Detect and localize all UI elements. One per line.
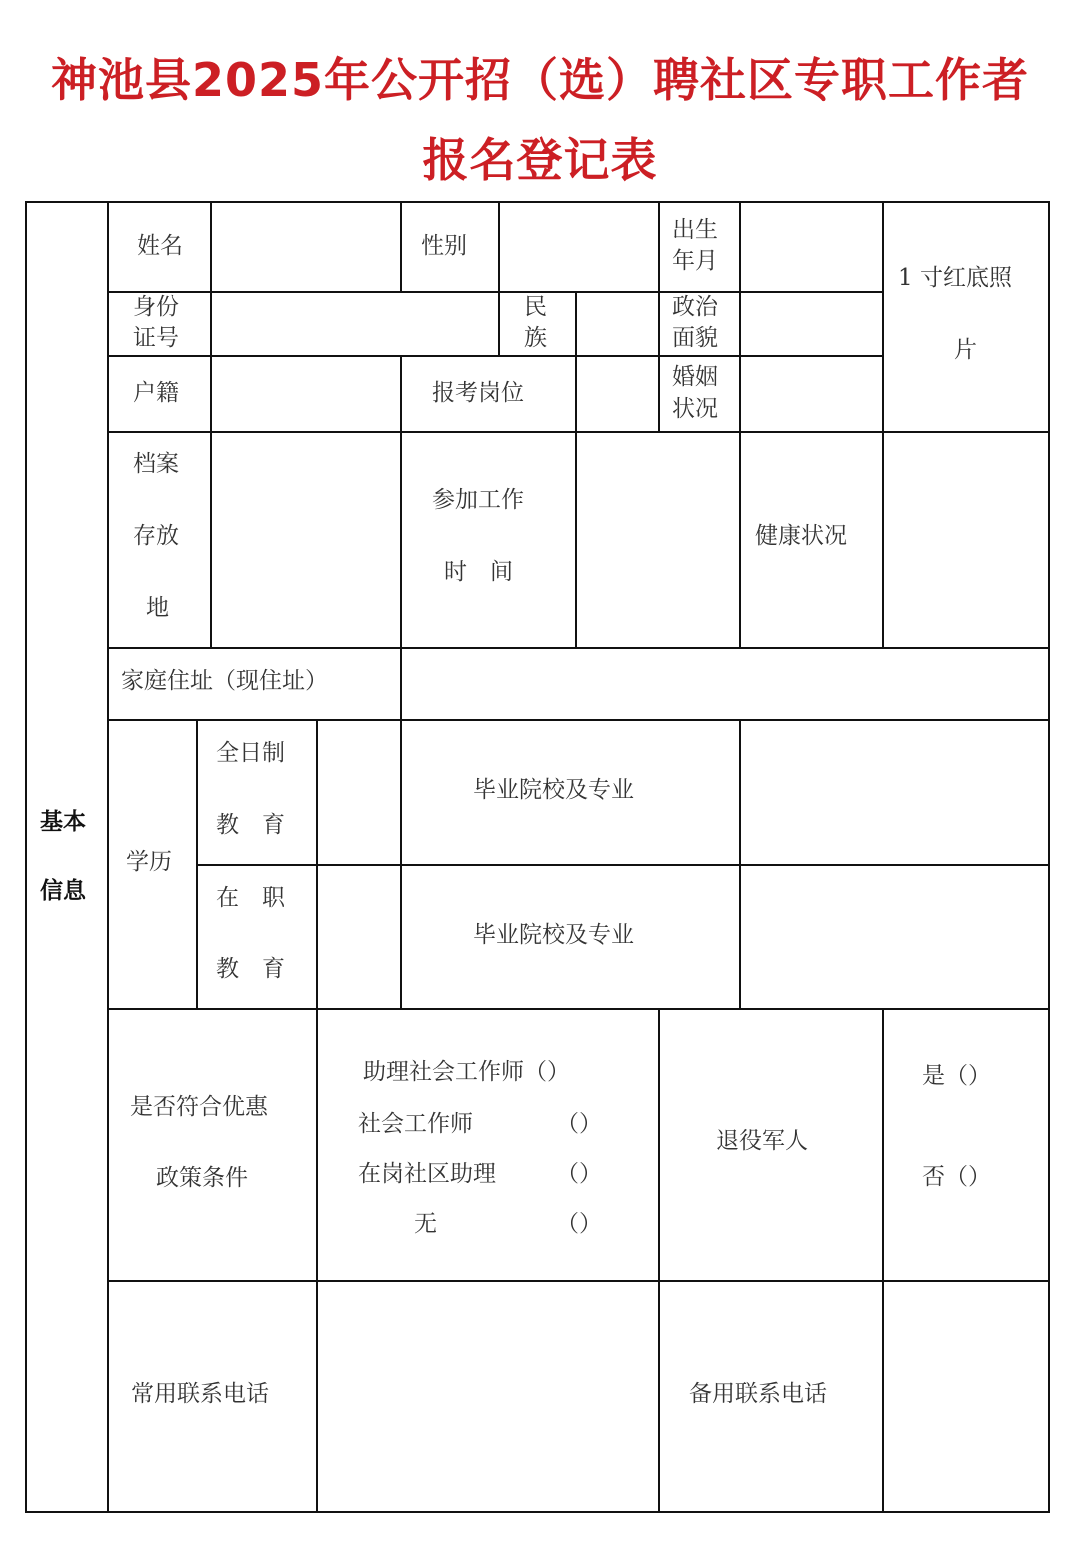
- input-address[interactable]: [402, 649, 1048, 719]
- input-backup-phone[interactable]: [884, 1282, 1048, 1511]
- label-ethnic-1: 民: [524, 294, 547, 320]
- label-archive-1: 档案: [133, 451, 179, 477]
- input-school-major-2[interactable]: [741, 866, 1048, 1008]
- label-birth-1: 出生: [672, 217, 718, 243]
- option-community-checkbox[interactable]: （）: [556, 1161, 602, 1187]
- photo-box[interactable]: [884, 203, 1048, 431]
- label-hukou: 户籍: [133, 380, 179, 406]
- label-fulltime-1: 全日制: [216, 740, 285, 766]
- input-marital[interactable]: [741, 357, 882, 431]
- label-marital-1: 婚姻: [672, 364, 718, 390]
- input-ethnic[interactable]: [577, 293, 658, 355]
- label-phone: 常用联系电话: [131, 1381, 269, 1407]
- input-birth[interactable]: [741, 203, 882, 291]
- label-id-2: 证号: [133, 325, 179, 351]
- option-assistant-social-worker[interactable]: 助理社会工作师（）: [363, 1059, 570, 1085]
- label-archive-2: 存放: [133, 523, 179, 549]
- input-id[interactable]: [212, 293, 498, 355]
- input-gender[interactable]: [500, 203, 658, 291]
- side-label-basic: 基本: [40, 809, 86, 835]
- label-work-2: 时 间: [444, 559, 513, 585]
- input-political[interactable]: [741, 293, 882, 355]
- label-health: 健康状况: [755, 523, 847, 549]
- side-label-info: 信息: [40, 878, 86, 904]
- label-school-major-1: 毕业院校及专业: [473, 777, 634, 803]
- label-marital-2: 状况: [672, 396, 718, 422]
- form-title: 神池县2025年公开招（选）聘社区专职工作者: [50, 53, 1030, 107]
- input-work-time[interactable]: [577, 433, 739, 647]
- input-school-major-1[interactable]: [741, 721, 1048, 864]
- option-none-checkbox[interactable]: （）: [556, 1211, 602, 1237]
- input-health[interactable]: [884, 433, 1048, 647]
- label-policy-1: 是否符合优惠: [130, 1094, 268, 1120]
- option-social-worker[interactable]: 社会工作师: [358, 1111, 473, 1137]
- label-gender: 性别: [421, 233, 467, 259]
- form-subtitle: 报名登记表: [422, 133, 658, 187]
- label-veteran: 退役军人: [716, 1128, 808, 1154]
- label-work-1: 参加工作: [432, 487, 524, 513]
- option-social-worker-checkbox[interactable]: （）: [556, 1111, 602, 1137]
- label-id-1: 身份: [133, 294, 179, 320]
- photo-label-2: 片: [954, 337, 977, 363]
- input-hukou[interactable]: [212, 357, 400, 431]
- label-inservice-2: 教 育: [216, 956, 285, 982]
- label-address: 家庭住址（现住址）: [121, 668, 328, 694]
- label-political-1: 政治: [672, 294, 718, 320]
- input-inservice-edu[interactable]: [318, 866, 400, 1008]
- label-fulltime-2: 教 育: [216, 812, 285, 838]
- label-backup-phone: 备用联系电话: [689, 1381, 827, 1407]
- input-post[interactable]: [577, 357, 658, 431]
- option-none[interactable]: 无: [414, 1211, 437, 1237]
- label-ethnic-2: 族: [524, 325, 547, 351]
- option-no[interactable]: 否（）: [922, 1164, 991, 1190]
- input-phone[interactable]: [318, 1282, 658, 1511]
- photo-label-1: 1 寸红底照: [898, 265, 1012, 291]
- label-policy-2: 政策条件: [156, 1165, 248, 1191]
- label-political-2: 面貌: [672, 325, 718, 351]
- input-archive[interactable]: [212, 433, 400, 647]
- label-school-major-2: 毕业院校及专业: [473, 922, 634, 948]
- input-name[interactable]: [212, 203, 400, 291]
- option-yes[interactable]: 是（）: [922, 1063, 991, 1089]
- label-birth-2: 年月: [672, 248, 718, 274]
- label-education: 学历: [126, 849, 172, 875]
- input-fulltime-edu[interactable]: [318, 721, 400, 864]
- label-post: 报考岗位: [432, 380, 524, 406]
- label-name: 姓名: [137, 233, 183, 259]
- label-inservice-1: 在 职: [216, 885, 285, 911]
- option-community-assistant[interactable]: 在岗社区助理: [358, 1161, 496, 1187]
- label-archive-3: 地: [146, 595, 169, 621]
